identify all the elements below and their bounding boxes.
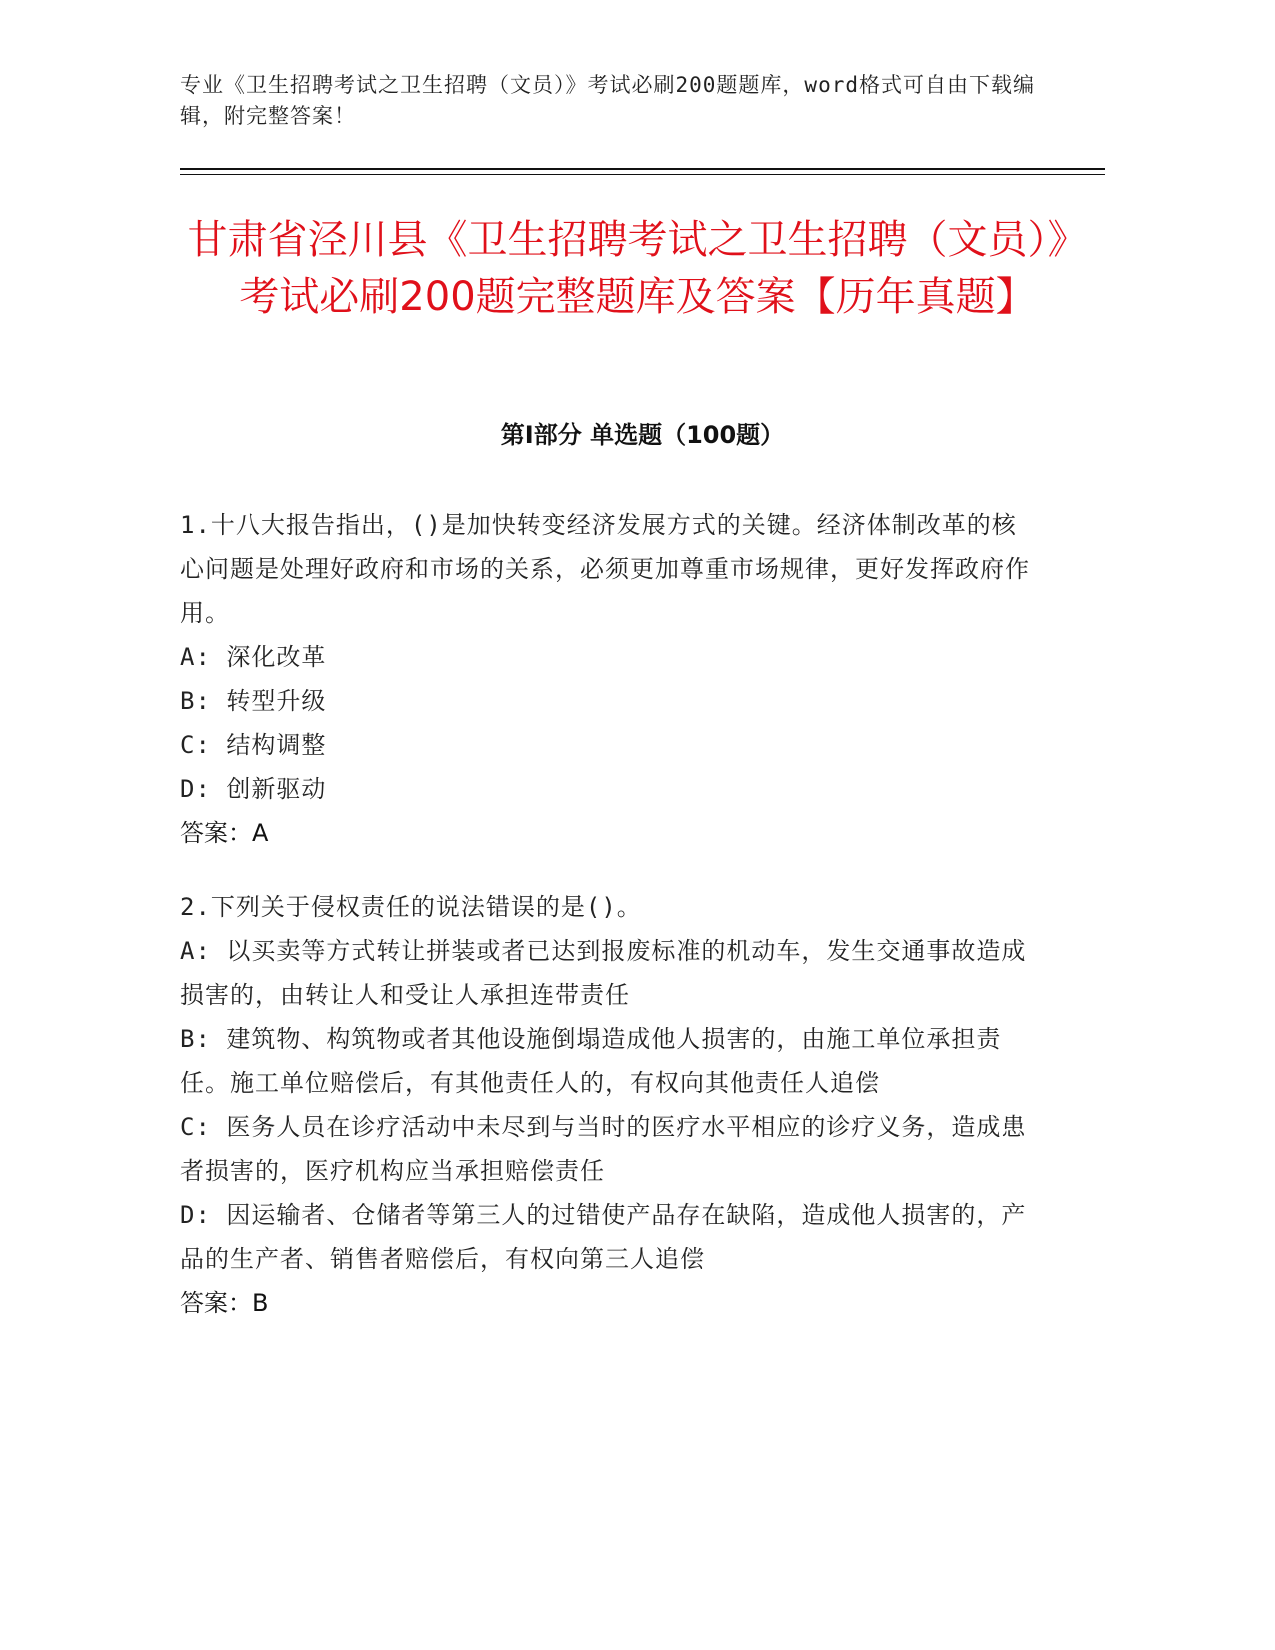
header-note: 专业《卫生招聘考试之卫生招聘（文员）》考试必刷200题题库，word格式可自由下载编辑，附完整答案！ — [180, 73, 1035, 128]
answer: 答案：A — [180, 819, 269, 847]
option-c: C: 结构调整 — [180, 731, 327, 759]
section-title: 第I部分 单选题（100题） — [500, 421, 785, 449]
option-a: A: 以买卖等方式转让拼装或者已达到报废标准的机动车，发生交通事故造成损害的，由转让人和受让人承担连带责任 — [180, 937, 1027, 1009]
header-divider-thin — [180, 174, 1105, 175]
document-title: 甘肃省泾川县《卫生招聘考试之卫生招聘（文员）》考试必刷200题完整题库及答案【历年真题】 — [187, 217, 1088, 320]
question-stem: 2.下列关于侵权责任的说法错误的是()。 — [180, 893, 642, 921]
question-2 — [180, 885, 1040, 1325]
question-list — [180, 503, 1040, 1355]
question-1 — [180, 503, 1040, 855]
option-d: D: 创新驱动 — [180, 775, 327, 803]
option-d: D: 因运输者、仓储者等第三人的过错使产品存在缺陷，造成他人损害的，产品的生产者、销售者赔偿后，有权向第三人追偿 — [180, 1201, 1027, 1273]
option-b: B: 转型升级 — [180, 687, 327, 715]
option-c: C: 医务人员在诊疗活动中未尽到与当时的医疗水平相应的诊疗义务，造成患者损害的，医疗机构应当承担赔偿责任 — [180, 1113, 1027, 1185]
option-b: B: 建筑物、构筑物或者其他设施倒塌造成他人损害的，由施工单位承担责任。施工单位赔偿后，有其他责任人的，有权向其他责任人追偿 — [180, 1025, 1002, 1097]
answer: 答案：B — [180, 1289, 269, 1317]
header-divider-thick — [180, 168, 1105, 170]
option-a: A: 深化改革 — [180, 643, 327, 671]
question-stem: 1.十八大报告指出，()是加快转变经济发展方式的关键。经济体制改革的核心问题是处理好政府和市场的关系，必须更加尊重市场规律，更好发挥政府作用。 — [180, 511, 1030, 627]
